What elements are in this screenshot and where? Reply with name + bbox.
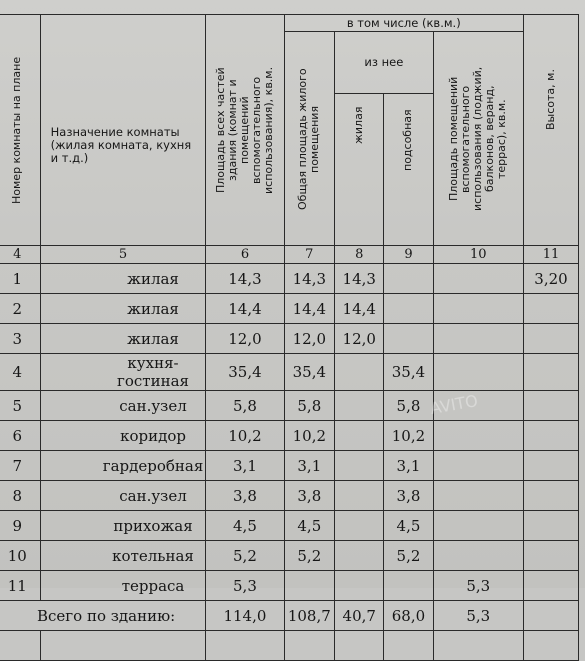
area-all: 3,8 bbox=[206, 481, 284, 511]
room-purpose: жилая bbox=[40, 294, 206, 324]
watermark: AVITO bbox=[428, 390, 480, 419]
header-of-which-text: из нее bbox=[364, 55, 404, 69]
col-number: 4 bbox=[0, 246, 40, 264]
area-living-premises bbox=[284, 571, 335, 601]
room-height bbox=[524, 571, 579, 601]
rows-body bbox=[0, 264, 579, 601]
room-height bbox=[524, 451, 579, 481]
area-all: 35,4 bbox=[206, 354, 284, 391]
area-auxiliary: 5,2 bbox=[384, 541, 433, 571]
room-purpose: жилая bbox=[40, 324, 206, 354]
area-living-premises: 5,8 bbox=[284, 391, 335, 421]
total-living-premises: 108,7 bbox=[284, 601, 335, 631]
area-living bbox=[335, 354, 384, 391]
header-purpose-text: Назначение комнаты (жилая комната, кухня и т.д.) bbox=[50, 124, 192, 165]
area-aux-use bbox=[433, 324, 523, 354]
header-total-area-all-text: Площадь всех частей здания (комнат и помещений вспомогательного использования), кв.м. bbox=[213, 66, 275, 194]
col-number: 6 bbox=[206, 246, 284, 264]
area-aux-use bbox=[433, 421, 523, 451]
header-aux-use-area-text: Площадь помещений вспомогательного использования (лоджий, балконов, веранд, террас), кв.м. bbox=[447, 66, 509, 211]
room-number: 6 bbox=[0, 421, 40, 451]
area-all: 14,3 bbox=[206, 264, 284, 294]
area-all: 5,8 bbox=[206, 391, 284, 421]
area-all: 10,2 bbox=[206, 421, 284, 451]
table-row bbox=[0, 571, 579, 601]
area-auxiliary: 10,2 bbox=[384, 421, 433, 451]
room-number: 10 bbox=[0, 541, 40, 571]
area-living bbox=[335, 571, 384, 601]
area-living-premises: 12,0 bbox=[284, 324, 335, 354]
header-total-living-premises bbox=[284, 32, 335, 246]
header-including bbox=[284, 15, 524, 32]
room-number: 1 bbox=[0, 264, 40, 294]
room-purpose: терраса bbox=[40, 571, 206, 601]
area-living-premises: 35,4 bbox=[284, 354, 335, 391]
area-auxiliary: 4,5 bbox=[384, 511, 433, 541]
room-purpose: сан.узел bbox=[40, 481, 206, 511]
area-aux-use bbox=[433, 451, 523, 481]
header-height bbox=[524, 15, 579, 246]
total-label: Всего по зданию: bbox=[0, 601, 206, 631]
area-aux-use bbox=[433, 294, 523, 324]
col-number: 11 bbox=[524, 246, 579, 264]
room-height bbox=[524, 421, 579, 451]
header-of-which bbox=[335, 32, 433, 94]
room-height bbox=[524, 391, 579, 421]
room-height bbox=[524, 541, 579, 571]
header-auxiliary-text: подсобная bbox=[401, 108, 415, 171]
room-purpose: жилая bbox=[40, 264, 206, 294]
area-living bbox=[335, 451, 384, 481]
room-purpose: сан.узел bbox=[40, 391, 206, 421]
table-row bbox=[0, 354, 579, 391]
header-living bbox=[335, 94, 384, 246]
room-number: 2 bbox=[0, 294, 40, 324]
header-room-number bbox=[0, 15, 40, 246]
header-including-text: в том числе (кв.м.) bbox=[346, 15, 461, 30]
area-auxiliary bbox=[384, 294, 433, 324]
area-living bbox=[335, 541, 384, 571]
header-living-text: жилая bbox=[352, 105, 366, 144]
room-number: 4 bbox=[0, 354, 40, 391]
area-auxiliary bbox=[384, 324, 433, 354]
area-auxiliary: 3,1 bbox=[384, 451, 433, 481]
area-aux-use bbox=[433, 354, 523, 391]
table-row bbox=[0, 421, 579, 451]
area-living: 12,0 bbox=[335, 324, 384, 354]
table-row bbox=[0, 481, 579, 511]
table-row bbox=[0, 451, 579, 481]
header-aux-use-area bbox=[433, 32, 523, 246]
table-row bbox=[0, 324, 579, 354]
column-number-row bbox=[0, 246, 579, 264]
room-purpose: коридор bbox=[40, 421, 206, 451]
room-height bbox=[524, 294, 579, 324]
area-all: 5,2 bbox=[206, 541, 284, 571]
room-height: 3,20 bbox=[524, 264, 579, 294]
blank-row bbox=[0, 631, 579, 661]
table-row bbox=[0, 294, 579, 324]
table-row bbox=[0, 391, 579, 421]
header-purpose bbox=[40, 15, 206, 246]
area-all: 3,1 bbox=[206, 451, 284, 481]
area-auxiliary bbox=[384, 264, 433, 294]
col-number: 7 bbox=[284, 246, 335, 264]
room-number: 9 bbox=[0, 511, 40, 541]
total-row bbox=[0, 601, 579, 631]
total-auxiliary: 68,0 bbox=[384, 601, 433, 631]
area-aux-use bbox=[433, 264, 523, 294]
header-total-living-premises-text: Общая площадь жилого помещения bbox=[296, 67, 322, 210]
area-all: 5,3 bbox=[206, 571, 284, 601]
area-living-premises: 14,4 bbox=[284, 294, 335, 324]
area-living-premises: 5,2 bbox=[284, 541, 335, 571]
area-living bbox=[335, 481, 384, 511]
area-living bbox=[335, 391, 384, 421]
area-aux-use bbox=[433, 481, 523, 511]
total-living: 40,7 bbox=[335, 601, 384, 631]
area-aux-use bbox=[433, 511, 523, 541]
header-auxiliary bbox=[384, 94, 433, 246]
room-number: 7 bbox=[0, 451, 40, 481]
area-auxiliary: 35,4 bbox=[384, 354, 433, 391]
area-living-premises: 14,3 bbox=[284, 264, 335, 294]
area-living-premises: 10,2 bbox=[284, 421, 335, 451]
area-living: 14,3 bbox=[335, 264, 384, 294]
col-number: 5 bbox=[40, 246, 206, 264]
area-aux-use: 5,3 bbox=[433, 571, 523, 601]
room-height bbox=[524, 511, 579, 541]
area-all: 4,5 bbox=[206, 511, 284, 541]
col-number: 10 bbox=[433, 246, 523, 264]
area-all: 12,0 bbox=[206, 324, 284, 354]
room-number: 11 bbox=[0, 571, 40, 601]
area-auxiliary bbox=[384, 571, 433, 601]
area-living-premises: 3,1 bbox=[284, 451, 335, 481]
header-height-text: Высота, м. bbox=[544, 69, 557, 131]
table-row bbox=[0, 541, 579, 571]
total-aux-use-area: 5,3 bbox=[433, 601, 523, 631]
header-room-number-text: Номер комнаты на плане bbox=[10, 56, 24, 204]
table-row bbox=[0, 264, 579, 294]
room-explication-table bbox=[0, 14, 579, 661]
area-living-premises: 4,5 bbox=[284, 511, 335, 541]
room-number: 3 bbox=[0, 324, 40, 354]
area-living bbox=[335, 511, 384, 541]
room-purpose: кухня-гостиная bbox=[40, 354, 206, 391]
area-living bbox=[335, 421, 384, 451]
area-auxiliary: 5,8 bbox=[384, 391, 433, 421]
col-number: 9 bbox=[384, 246, 433, 264]
area-living-premises: 3,8 bbox=[284, 481, 335, 511]
area-living: 14,4 bbox=[335, 294, 384, 324]
total-area-all: 114,0 bbox=[206, 601, 284, 631]
area-aux-use bbox=[433, 541, 523, 571]
room-height bbox=[524, 324, 579, 354]
room-number: 8 bbox=[0, 481, 40, 511]
room-purpose: котельная bbox=[40, 541, 206, 571]
area-aux-use bbox=[433, 391, 523, 421]
room-height bbox=[524, 481, 579, 511]
room-number: 5 bbox=[0, 391, 40, 421]
col-number: 8 bbox=[335, 246, 384, 264]
header-total-area-all bbox=[206, 15, 284, 246]
room-purpose: гардеробная bbox=[40, 451, 206, 481]
room-height bbox=[524, 354, 579, 391]
area-auxiliary: 3,8 bbox=[384, 481, 433, 511]
table-row bbox=[0, 511, 579, 541]
total-height bbox=[524, 601, 579, 631]
area-all: 14,4 bbox=[206, 294, 284, 324]
room-purpose: прихожая bbox=[40, 511, 206, 541]
